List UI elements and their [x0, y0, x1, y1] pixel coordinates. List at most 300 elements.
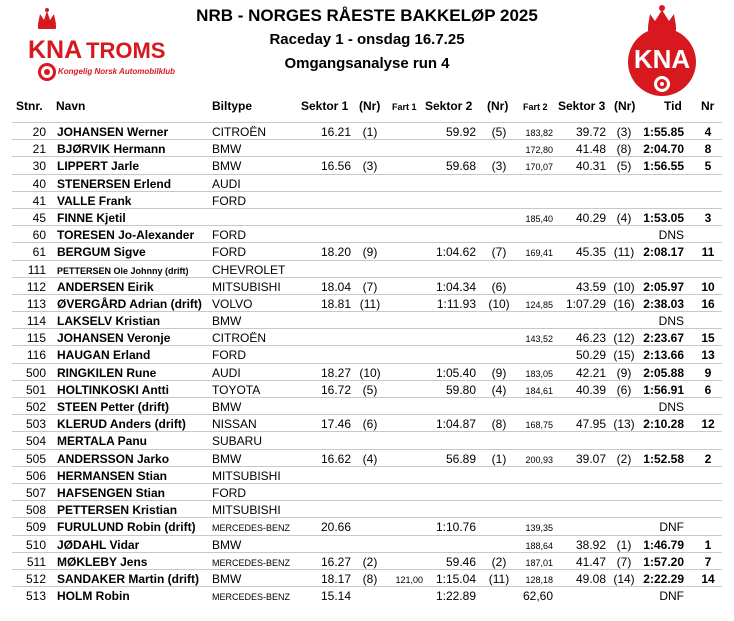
table-row — [0, 552, 734, 569]
cell-tid: 2:05.97 — [643, 279, 684, 294]
cell-navn: SANDAKER Martin (drift) — [57, 571, 199, 586]
table-row — [0, 517, 734, 534]
cell-navn: JOHANSEN Veronje — [57, 331, 171, 346]
cell-stnr: 511 — [26, 554, 46, 569]
cell-nr3: (11) — [613, 245, 635, 260]
cell-stnr: 507 — [25, 485, 46, 500]
cell-tid: 1:56.91 — [643, 382, 684, 397]
row-divider — [12, 277, 722, 278]
cell-navn: MØKLEBY Jens — [57, 554, 148, 569]
cell-fart2: 124,85 — [525, 299, 553, 310]
cell-nr: 1 — [704, 537, 712, 552]
cell-fart2: 143,52 — [525, 334, 553, 345]
cell-sektor2: 1:04.62 — [435, 245, 476, 260]
logo-left-region: TROMS — [86, 38, 166, 63]
cell-sektor2: 1:22.89 — [435, 589, 476, 604]
cell-nr3: (8) — [616, 142, 632, 157]
row-divider — [12, 466, 722, 467]
row-divider — [12, 363, 722, 364]
cell-navn: RINGKILEN Rune — [57, 365, 157, 380]
cell-nr1: (1) — [362, 125, 378, 139]
cell-navn: JØDAHL Vidar — [57, 537, 140, 552]
cell-stnr: 20 — [32, 125, 46, 139]
cell-nr: 3 — [704, 210, 712, 225]
cell-stnr: 114 — [26, 314, 46, 329]
col-sektor2: Sektor 2 — [425, 99, 473, 113]
cell-nr2: (4) — [491, 382, 507, 397]
cell-nr1: (3) — [362, 159, 378, 174]
cell-biltype: MITSUBISHI — [212, 503, 281, 518]
cell-stnr: 111 — [27, 262, 46, 277]
cell-stnr: 505 — [25, 451, 46, 466]
col-nr2: (Nr) — [487, 99, 509, 113]
cell-fart2: 185,40 — [525, 213, 553, 224]
cell-sektor1: 16.27 — [320, 554, 351, 569]
cell-nr1: (2) — [362, 554, 378, 569]
cell-navn: FINNE Kjetil — [57, 210, 126, 225]
cell-nr3: (10) — [613, 279, 635, 294]
cell-nr: 8 — [704, 142, 712, 157]
cell-sektor2: 1:04.87 — [435, 417, 476, 432]
cell-navn: ØVERGÅRD Adrian (drift) — [57, 296, 202, 311]
table-row — [0, 139, 734, 156]
table-row — [0, 500, 734, 517]
cell-sektor1: 16.56 — [320, 159, 351, 174]
cell-stnr: 502 — [25, 400, 46, 414]
cell-sektor3: 40.31 — [575, 159, 606, 174]
row-divider — [12, 414, 722, 415]
col-sektor1: Sektor 1 — [301, 99, 349, 113]
cell-tid: 2:10.28 — [643, 417, 684, 432]
results-table — [0, 122, 734, 603]
cell-biltype: MITSUBISHI — [212, 468, 281, 483]
table-row — [0, 277, 734, 294]
row-divider — [12, 569, 722, 570]
cell-sektor3: 49.08 — [575, 571, 606, 586]
wheel-icon — [38, 63, 56, 81]
cell-nr3: (16) — [613, 296, 635, 311]
cell-biltype: VOLVO — [212, 296, 253, 311]
cell-fart2: 172,80 — [525, 145, 553, 156]
cell-sektor3: 38.92 — [575, 537, 606, 552]
row-divider — [12, 552, 722, 553]
cell-biltype: AUDI — [212, 365, 241, 380]
table-row — [0, 311, 734, 328]
cell-navn: LIPPERT Jarle — [57, 159, 140, 174]
cell-nr: 9 — [704, 365, 712, 380]
wheel-icon — [654, 76, 670, 92]
cell-biltype: AUDI — [212, 176, 241, 191]
cell-sektor3: 39.72 — [575, 125, 606, 139]
table-row — [0, 174, 734, 191]
row-divider — [12, 500, 722, 501]
row-divider — [12, 242, 722, 243]
cell-sektor1: 16.21 — [320, 125, 351, 139]
cell-tid: DNS — [658, 314, 684, 329]
cell-biltype: BMW — [212, 159, 242, 174]
cell-stnr: 500 — [25, 365, 46, 380]
cell-biltype: BMW — [212, 400, 242, 414]
cell-tid: DNS — [658, 228, 684, 243]
cell-nr3: (5) — [616, 159, 632, 174]
cell-nr2: (5) — [491, 125, 507, 139]
table-row — [0, 535, 734, 552]
row-divider — [12, 156, 722, 157]
cell-nr3: (4) — [616, 210, 632, 225]
cell-nr2: (9) — [491, 365, 507, 380]
row-divider — [12, 328, 722, 329]
cell-fart2: 200,93 — [525, 454, 553, 465]
cell-sektor3: 39.07 — [575, 451, 606, 466]
cell-sektor3: 43.59 — [575, 279, 606, 294]
table-row — [0, 483, 734, 500]
cell-sektor3: 46.23 — [575, 331, 606, 346]
cell-sektor2: 1:04.34 — [435, 279, 476, 294]
cell-sektor3: 47.95 — [575, 417, 606, 432]
row-divider — [12, 345, 722, 346]
cell-tid: 1:57.20 — [643, 554, 684, 569]
cell-tid: DNF — [659, 520, 684, 535]
cell-nr2: (1) — [491, 451, 507, 466]
col-nr3: (Nr) — [614, 99, 636, 113]
cell-navn: HAUGAN Erland — [57, 348, 151, 363]
cell-navn: HERMANSEN Stian — [57, 468, 168, 483]
cell-nr2: (6) — [491, 279, 507, 294]
logo-left-kna: KNA — [28, 36, 83, 64]
cell-nr1: (11) — [359, 296, 381, 311]
col-nr: Nr — [701, 99, 715, 113]
cell-fart2: 184,61 — [525, 385, 553, 396]
row-divider — [12, 483, 722, 484]
cell-navn: HOLM Robin — [57, 589, 130, 604]
cell-sektor2: 1:11.93 — [436, 296, 476, 311]
cell-sektor1: 18.17 — [320, 571, 351, 586]
cell-biltype: BMW — [212, 142, 242, 157]
cell-biltype: BMW — [212, 571, 242, 586]
cell-navn: PETTERSEN Ole Johnny (drift) — [57, 265, 189, 276]
cell-stnr: 503 — [25, 417, 46, 432]
cell-tid: 1:52.58 — [643, 451, 684, 466]
cell-tid: 2:05.88 — [643, 365, 684, 380]
col-fart2: Fart 2 — [523, 102, 548, 112]
row-divider — [12, 517, 722, 518]
cell-biltype: FORD — [212, 193, 246, 208]
cell-stnr: 501 — [25, 382, 46, 397]
cell-nr3: (6) — [616, 382, 632, 397]
kna-troms-logo-graphic — [20, 6, 200, 88]
cell-sektor1: 18.04 — [320, 279, 351, 294]
cell-nr1: (7) — [362, 279, 378, 294]
cell-navn: KLERUD Anders (drift) — [57, 417, 186, 432]
col-nr1: (Nr) — [359, 99, 381, 113]
cell-sektor2: 59.92 — [445, 125, 476, 139]
cell-navn: LAKSELV Kristian — [57, 314, 161, 329]
table-row — [0, 191, 734, 208]
row-divider — [12, 174, 722, 175]
logo-right-kna: KNA — [633, 44, 691, 74]
cell-biltype: SUBARU — [212, 434, 263, 449]
cell-sektor1: 16.62 — [320, 451, 351, 466]
col-navn: Navn — [56, 99, 86, 113]
cell-sektor1: 17.46 — [320, 417, 351, 432]
cell-navn: STENERSEN Erlend — [57, 176, 172, 191]
cell-stnr: 60 — [32, 228, 46, 243]
cell-stnr: 512 — [25, 571, 46, 586]
cell-stnr: 41 — [32, 193, 46, 208]
cell-tid: 1:55.85 — [643, 125, 684, 139]
cell-tid: DNS — [658, 400, 684, 414]
row-divider — [12, 139, 722, 140]
cell-biltype: CITROËN — [212, 331, 266, 346]
cell-biltype: CHEVROLET — [212, 262, 286, 277]
cell-sektor1: 18.27 — [320, 365, 351, 380]
cell-nr3: (14) — [613, 571, 635, 586]
cell-nr2: (3) — [491, 159, 507, 174]
table-row — [0, 449, 734, 466]
row-divider — [12, 586, 722, 587]
cell-stnr: 112 — [26, 279, 46, 294]
cell-navn: HOLTINKOSKI Antti — [57, 382, 169, 397]
cell-nr: 15 — [701, 331, 715, 346]
cell-biltype: MERCEDES-BENZ — [212, 557, 291, 568]
table-row — [0, 569, 734, 586]
table-row — [0, 466, 734, 483]
cell-stnr: 508 — [25, 503, 46, 518]
cell-nr3: (3) — [616, 125, 632, 139]
row-divider — [12, 225, 722, 226]
table-row — [0, 380, 734, 397]
kna-logo — [620, 4, 704, 100]
row-divider — [12, 191, 722, 192]
cell-nr: 13 — [701, 348, 715, 363]
cell-nr1: (9) — [362, 245, 378, 260]
col-fart1: Fart 1 — [392, 102, 417, 112]
cell-stnr: 113 — [26, 296, 46, 311]
cell-nr1: (5) — [362, 382, 378, 397]
row-divider — [12, 449, 722, 450]
row-divider — [12, 380, 722, 381]
cell-tid: 2:13.66 — [643, 348, 684, 363]
cell-nr: 16 — [701, 296, 715, 311]
cell-sektor3: 40.39 — [575, 382, 606, 397]
cell-tid: 2:23.67 — [643, 331, 684, 346]
cell-biltype: MITSUBISHI — [212, 279, 281, 294]
table-row — [0, 431, 734, 448]
cell-biltype: TOYOTA — [212, 382, 261, 397]
cell-fart2: 183,82 — [525, 128, 553, 138]
cell-nr2: (2) — [491, 554, 507, 569]
cell-navn: HAFSENGEN Stian — [57, 485, 166, 500]
cell-biltype: FORD — [212, 485, 246, 500]
cell-sektor3: 41.47 — [575, 554, 606, 569]
cell-nr3: (1) — [616, 537, 632, 552]
row-divider — [12, 294, 722, 295]
cell-nr1: (6) — [362, 417, 378, 432]
crown-icon — [648, 5, 676, 31]
cell-sektor3: 40.29 — [575, 210, 606, 225]
cell-fart1: 121,00 — [395, 574, 423, 585]
cell-biltype: BMW — [212, 451, 242, 466]
cell-navn: STEEN Petter (drift) — [57, 400, 170, 414]
cell-fart2: 183,05 — [525, 368, 553, 379]
cell-fart2: 139,35 — [525, 523, 553, 534]
cell-navn: PETTERSEN Kristian — [57, 503, 178, 518]
table-row — [0, 208, 734, 225]
cell-nr: 5 — [704, 159, 712, 174]
cell-fart2: 170,07 — [525, 162, 553, 173]
cell-fart2: 62,60 — [522, 589, 553, 604]
cell-sektor2: 59.68 — [445, 159, 476, 174]
table-row — [0, 260, 734, 277]
cell-sektor1: 15.14 — [320, 589, 351, 604]
logo-left-tagline: Kongelig Norsk Automobilklub — [58, 67, 176, 76]
cell-sektor2: 59.80 — [445, 382, 476, 397]
cell-nr3: (2) — [616, 451, 632, 466]
cell-stnr: 509 — [25, 520, 46, 535]
cell-sektor2: 1:15.04 — [435, 571, 476, 586]
cell-nr2: (10) — [488, 296, 510, 311]
cell-sektor3: 45.35 — [575, 245, 606, 260]
cell-fart2: 187,01 — [525, 557, 553, 568]
cell-nr2: (7) — [491, 245, 507, 260]
table-row — [0, 397, 734, 414]
cell-navn: BERGUM Sigve — [57, 245, 146, 260]
cell-navn: BJØRVIK Hermann — [57, 142, 166, 157]
cell-sektor1: 18.81 — [320, 296, 351, 311]
cell-stnr: 21 — [32, 142, 46, 157]
cell-sektor3: 41.48 — [575, 142, 606, 157]
cell-biltype: FORD — [212, 348, 246, 363]
col-biltype: Biltype — [212, 99, 253, 113]
cell-nr2: (8) — [491, 417, 507, 432]
cell-tid: 2:38.03 — [643, 296, 684, 311]
table-row — [0, 294, 734, 311]
cell-navn: ANDERSEN Eirik — [57, 279, 154, 294]
cell-biltype: BMW — [212, 314, 242, 329]
cell-navn: TORESEN Jo-Alexander — [57, 228, 195, 243]
cell-navn: ANDERSSON Jarko — [57, 451, 170, 466]
cell-sektor2: 56.89 — [445, 451, 476, 466]
table-row — [0, 156, 734, 173]
cell-nr3: (15) — [613, 348, 635, 363]
cell-stnr: 115 — [26, 331, 46, 346]
cell-fart2: 188,64 — [525, 540, 553, 551]
cell-nr: 7 — [704, 554, 712, 569]
row-divider — [12, 260, 722, 261]
cell-stnr: 116 — [26, 348, 46, 363]
cell-nr3: (13) — [613, 417, 635, 432]
cell-sektor2: 1:10.76 — [435, 520, 476, 535]
cell-sektor3: 50.29 — [575, 348, 606, 363]
kna-logo-graphic — [620, 4, 704, 100]
cell-biltype: MERCEDES-BENZ — [212, 592, 291, 603]
analysis-title: Omgangsanalyse run 4 — [284, 55, 450, 72]
col-tid: Tid — [664, 99, 682, 113]
col-sektor3: Sektor 3 — [558, 99, 606, 113]
cell-nr: 2 — [704, 451, 712, 466]
cell-stnr: 504 — [25, 434, 46, 449]
event-subtitle: Raceday 1 - onsdag 16.7.25 — [269, 31, 465, 48]
cell-fart2: 169,41 — [525, 248, 553, 259]
cell-fart2: 128,18 — [525, 574, 553, 585]
cell-biltype: CITROËN — [212, 125, 266, 139]
cell-tid: 1:56.55 — [643, 159, 684, 174]
cell-stnr: 510 — [25, 537, 46, 552]
table-row — [0, 345, 734, 362]
kna-troms-logo — [20, 6, 200, 88]
cell-navn: VALLE Frank — [57, 193, 132, 208]
cell-stnr: 513 — [25, 589, 46, 604]
cell-fart2: 168,75 — [525, 420, 553, 431]
cell-nr3: (12) — [613, 331, 635, 346]
cell-tid: 1:46.79 — [643, 537, 684, 552]
cell-sektor2: 1:05.40 — [435, 365, 476, 380]
cell-sektor3: 42.21 — [575, 365, 606, 380]
cell-sektor1: 18.20 — [320, 245, 351, 260]
table-row — [0, 414, 734, 431]
cell-tid: 2:04.70 — [643, 142, 684, 157]
cell-tid: 2:22.29 — [643, 571, 684, 586]
row-divider — [12, 397, 722, 398]
table-row — [0, 586, 734, 603]
cell-nr3: (9) — [616, 365, 632, 380]
table-row — [0, 328, 734, 345]
cell-navn: MERTALA Panu — [57, 434, 147, 449]
cell-nr3: (7) — [616, 554, 632, 569]
cell-tid: DNF — [659, 589, 684, 604]
table-row — [0, 122, 734, 139]
row-divider — [12, 431, 722, 432]
cell-navn: JOHANSEN Werner — [57, 125, 169, 139]
table-row — [0, 242, 734, 259]
table-row — [0, 363, 734, 380]
table-row — [0, 225, 734, 242]
page-title: NRB - NORGES RÅESTE BAKKELØP 2025 — [196, 6, 538, 25]
row-divider — [12, 535, 722, 536]
cell-sektor2: 59.46 — [445, 554, 476, 569]
row-divider — [12, 208, 722, 209]
cell-nr1: (4) — [362, 451, 378, 466]
cell-biltype: MERCEDES-BENZ — [212, 523, 291, 534]
cell-stnr: 40 — [32, 176, 46, 191]
cell-stnr: 506 — [25, 468, 46, 483]
cell-tid: 2:08.17 — [643, 245, 684, 260]
cell-tid: 1:53.05 — [643, 210, 684, 225]
cell-nr: 14 — [701, 571, 715, 586]
cell-sektor1: 16.72 — [320, 382, 351, 397]
cell-sektor1: 20.66 — [320, 520, 351, 535]
cell-nr1: (8) — [362, 571, 378, 586]
col-stnr: Stnr. — [16, 99, 43, 113]
cell-nr: 4 — [704, 125, 712, 139]
row-divider — [12, 122, 722, 123]
cell-stnr: 30 — [32, 159, 46, 174]
cell-nr: 11 — [701, 245, 715, 260]
cell-nr1: (10) — [359, 365, 381, 380]
cell-biltype: NISSAN — [212, 417, 257, 432]
cell-stnr: 45 — [32, 210, 46, 225]
row-divider — [12, 311, 722, 312]
cell-biltype: BMW — [212, 537, 242, 552]
cell-biltype: FORD — [212, 245, 246, 260]
cell-nr: 12 — [701, 417, 715, 432]
cell-nr: 6 — [704, 382, 712, 397]
cell-nr2: (11) — [488, 571, 510, 586]
cell-biltype: FORD — [212, 228, 246, 243]
crown-icon — [38, 8, 56, 29]
cell-nr: 10 — [701, 279, 715, 294]
cell-navn: FURULUND Robin (drift) — [57, 520, 196, 535]
